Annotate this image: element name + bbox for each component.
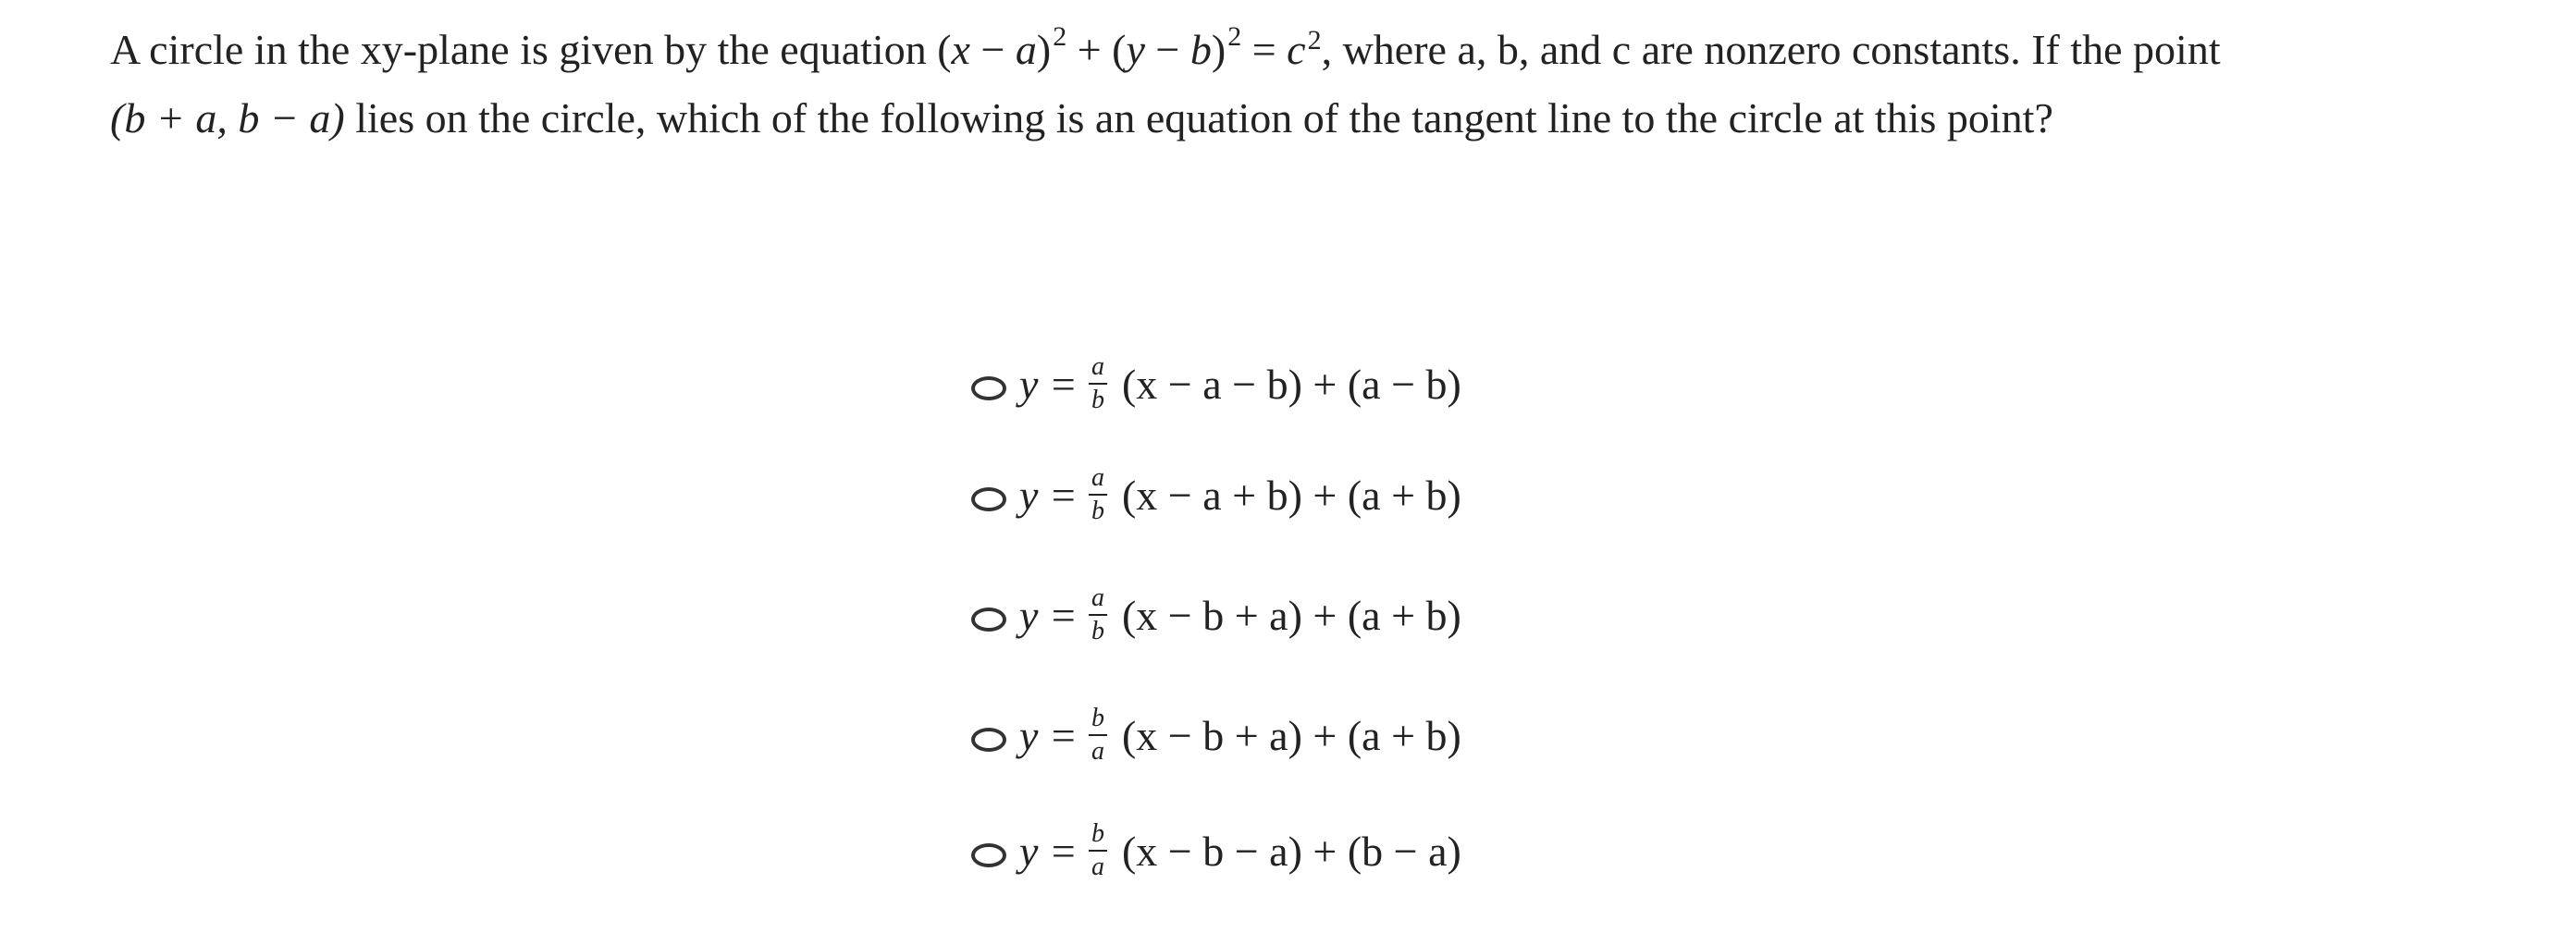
slope-fraction — [1089, 354, 1107, 413]
eq-part: − — [969, 26, 1016, 73]
choice-equation — [1019, 706, 1461, 765]
eq-var-c: c — [1287, 26, 1306, 73]
fraction-numerator: b — [1089, 821, 1107, 852]
choice-equation — [1019, 821, 1461, 880]
point-coordinates: (b + a, b − a) — [110, 94, 345, 141]
slope-fraction — [1089, 821, 1107, 880]
radio-button-2[interactable] — [971, 487, 1006, 511]
question-intro: A circle in the xy-plane is given by the equation — [110, 26, 938, 73]
eq-part: + ( — [1066, 26, 1127, 73]
eq-exponent: 2 — [1053, 21, 1067, 52]
choice-lhs: y = — [1019, 711, 1078, 759]
choice-rhs: (x − b + a) + (a + b) — [1121, 711, 1461, 759]
choice-2[interactable] — [971, 453, 1461, 536]
circle-equation — [937, 21, 1322, 73]
choice-rhs: (x − a + b) + (a + b) — [1121, 471, 1461, 519]
question-line-2 — [110, 87, 2478, 150]
question-condition: , where a, b, and c are nonzero constants. If the point — [1321, 26, 2221, 73]
radio-button-5[interactable] — [971, 843, 1006, 867]
eq-exponent: 2 — [1227, 21, 1242, 52]
fraction-numerator: a — [1089, 465, 1107, 496]
eq-part: = — [1241, 26, 1288, 73]
fraction-denominator: b — [1091, 386, 1104, 414]
fraction-numerator: a — [1089, 354, 1107, 385]
radio-button-3[interactable] — [971, 608, 1006, 632]
question-ask: lies on the circle, which of the following is an equation of the tangent line to the circle at this point? — [344, 94, 2053, 141]
choice-rhs: (x − a − b) + (a − b) — [1121, 360, 1461, 408]
choice-equation — [1019, 354, 1461, 413]
eq-var-b: b — [1189, 26, 1212, 73]
eq-part: ) — [1211, 26, 1226, 73]
fraction-numerator: b — [1089, 706, 1107, 736]
choice-rhs: (x − b − a) + (b − a) — [1121, 827, 1461, 875]
fraction-denominator: a — [1091, 853, 1104, 881]
eq-var-x: x — [951, 26, 970, 73]
slope-fraction — [1089, 585, 1107, 645]
choice-lhs: y = — [1019, 827, 1078, 875]
choice-lhs: y = — [1019, 360, 1078, 408]
fraction-denominator: a — [1091, 737, 1104, 766]
eq-part: − — [1144, 26, 1190, 73]
fraction-denominator: b — [1091, 617, 1104, 645]
radio-button-4[interactable] — [971, 728, 1006, 752]
radio-button-1[interactable] — [971, 376, 1006, 400]
eq-part: ( — [937, 26, 952, 73]
slope-fraction — [1089, 465, 1107, 524]
choice-rhs: (x − b + a) + (a + b) — [1121, 591, 1461, 639]
choice-lhs: y = — [1019, 591, 1078, 639]
choice-4[interactable] — [971, 694, 1461, 777]
slope-fraction — [1089, 706, 1107, 765]
choice-equation — [1019, 465, 1461, 524]
choice-lhs: y = — [1019, 471, 1078, 519]
fraction-numerator: a — [1089, 585, 1107, 616]
eq-exponent: 2 — [1307, 25, 1322, 55]
eq-var-y: y — [1126, 26, 1145, 73]
eq-var-a: a — [1015, 26, 1037, 73]
choice-equation — [1019, 585, 1461, 645]
question-line-1 — [110, 18, 2478, 87]
choice-1[interactable] — [971, 342, 1461, 425]
choice-3[interactable] — [971, 573, 1461, 657]
choice-5[interactable] — [971, 809, 1461, 892]
question-text — [110, 18, 2478, 150]
fraction-denominator: b — [1091, 497, 1104, 525]
eq-part: ) — [1036, 26, 1052, 73]
